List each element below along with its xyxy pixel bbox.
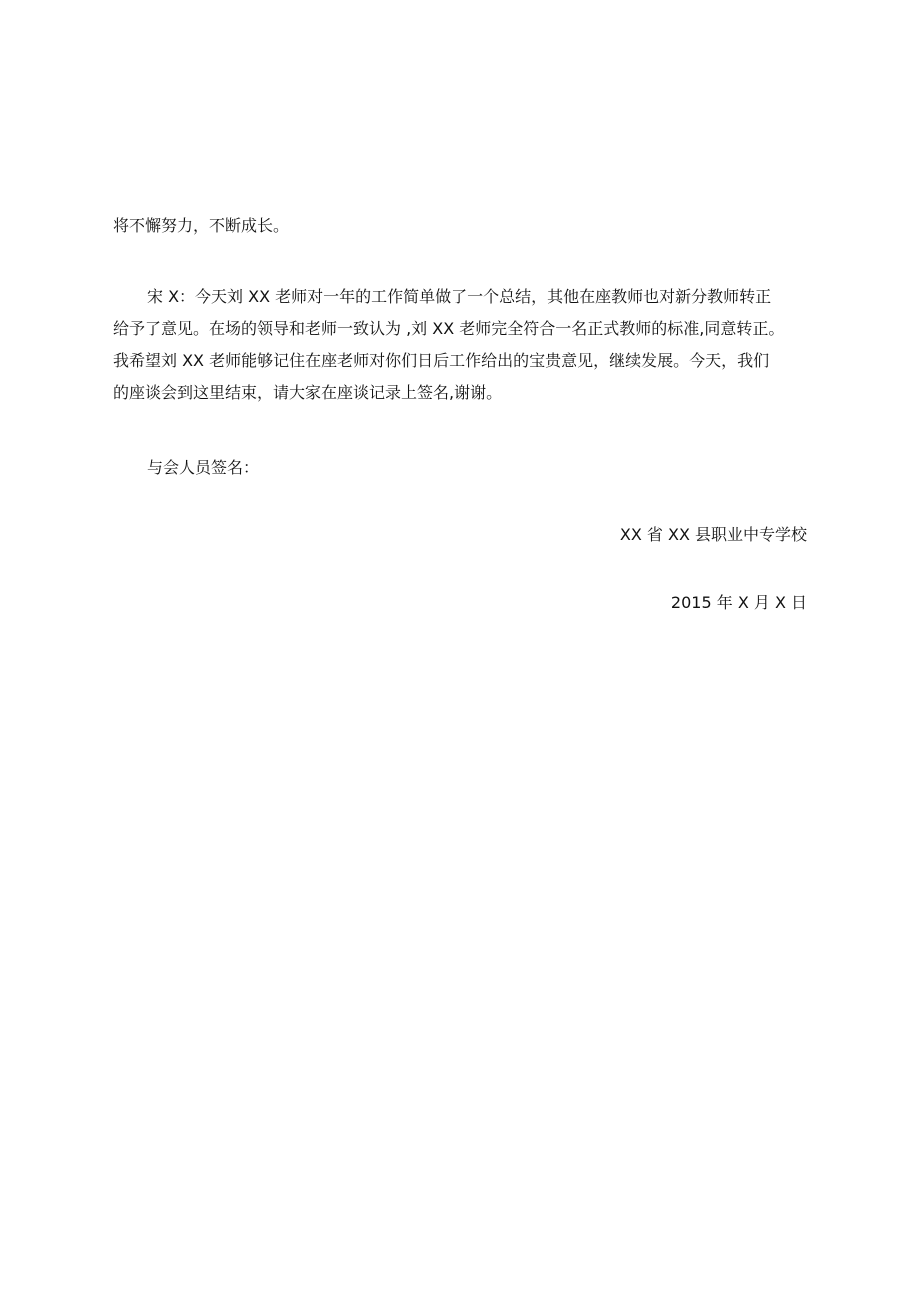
school-name: XX 省 XX 县职业中专学校 [619, 525, 807, 544]
paragraph-line: 将不懈努力，不断成长。 [113, 216, 290, 235]
speech-paragraph-line: 给予了意见。在场的领导和老师一致认为 ,刘 XX 老师完全符合一名正式教师的标准,同意转正。 [113, 319, 785, 338]
signature-prompt: 与会人员签名： [147, 458, 260, 477]
speech-paragraph-line: 宋 X：今天刘 XX 老师对一年的工作简单做了一个总结，其他在座教师也对新分教师转正 [147, 287, 772, 306]
document-date: 2015 年 X 月 X 日 [670, 593, 807, 612]
speech-paragraph-line: 的座谈会到这里结束，请大家在座谈记录上签名,谢谢。 [113, 383, 503, 402]
speech-paragraph-line: 我希望刘 XX 老师能够记住在座老师对你们日后工作给出的宝贵意见，继续发展。今天，我们 [113, 351, 770, 370]
